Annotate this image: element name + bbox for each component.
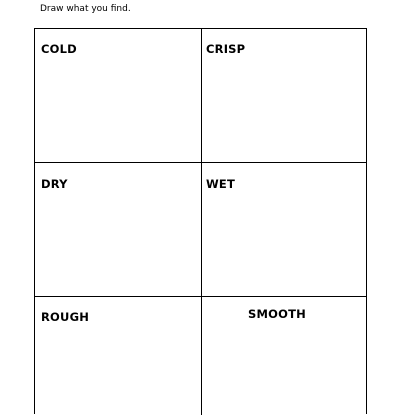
cell-wet[interactable] [202,163,366,296]
cell-label-crisp: CRISP [206,42,246,56]
cell-crisp[interactable] [202,29,366,162]
cell-smooth[interactable] [202,297,366,415]
cell-label-wet: WET [206,177,235,191]
cell-label-smooth: SMOOTH [248,307,306,321]
texture-grid [34,28,367,414]
instruction-text: Draw what you find. [40,4,131,14]
cell-label-rough: ROUGH [41,310,90,324]
cell-label-cold: COLD [41,42,77,56]
cell-dry[interactable] [35,163,201,296]
cell-rough[interactable] [35,297,201,415]
cell-cold[interactable] [35,29,201,162]
cell-label-dry: DRY [41,177,68,191]
